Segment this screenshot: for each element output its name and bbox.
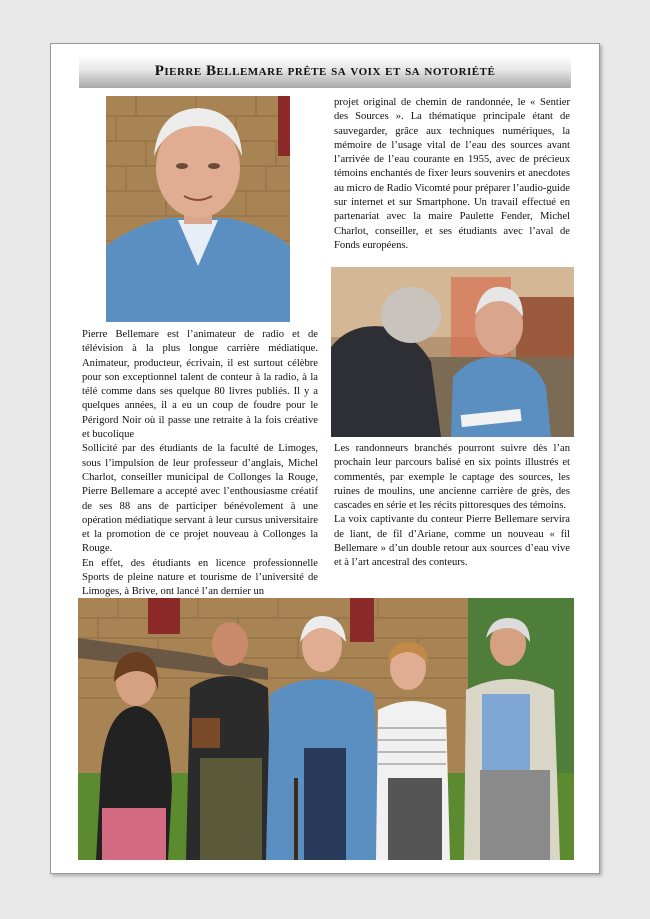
right-paragraph-1: projet original de chemin de randonnée, le « Sentier des Sources ». La thématique principale étant de sauvegarder, grâce aux techniques numériques, la mémoire de l’usage vital de l’eau des sources avant l’arrivée de l’eau courante en 1955, avec de précieux témoins enchantés de fixer leurs souvenirs et anecdotes au micro de Radio Vicomté pour préparer l’audio-guide sur internet et sur Smartphone. Un travail effectué en partenariat avec la maire Paulette Fender, Michel Charlot, conseiller, et ses étudiants avec l’aval de Fonds européens.	[334, 97, 570, 251]
group-photo	[78, 598, 574, 860]
right-text-column-bottom	[334, 442, 570, 571]
title-banner	[79, 56, 571, 88]
left-paragraph-2: Sollicité par des étudiants de la faculté de Limoges, sous l’impulsion de leur professeur d’anglais, Michel Charlot, conseiller municipal de Collonges la Rouge, Pierre Bellemare a accepté avec l’enthousiasme créatif de ses 88 ans de participer bénévolement à une opération médiatique servant à leur cursus universitaire et la promotion de ce projet nouveau à Collonges la Rouge.	[82, 443, 318, 555]
right-paragraph-3: La voix captivante du conteur Pierre Bellemare servira de liant, de fil d’Ariane, comme un nouveau « fil Bellemare » d’un double retour aux sources d’eau vive et à l’art ancestral des conteurs.	[334, 514, 570, 569]
page-title: Pierre Bellemare prête sa voix et sa notoriété	[154, 63, 496, 79]
document-page	[50, 43, 600, 874]
left-paragraph-3: En effet, des étudiants en licence professionnelle Sports de pleine nature et tourisme de l’université de Limoges, à Brive, ont lancé l’an dernier un	[82, 557, 318, 598]
portrait-photo	[106, 96, 290, 322]
right-text-column-top	[334, 96, 570, 253]
left-paragraph-1: Pierre Bellemare est l’animateur de radio et de télévision à la plus longue carrière médiatique. Animateur, producteur, écrivain, il est surtout célèbre pour son exceptionnel talent de conteur à la radio, à la télé comme dans ses quelque 80 livres publiés. Il y a quelques années, il a eu un coup de foudre pour le Périgord Noir où il passe une retraite à la fois créative et bucolique	[82, 329, 318, 441]
left-text-column	[82, 328, 318, 600]
right-paragraph-2: Les randonneurs branchés pourront suivre dès l’an prochain leur parcours balisé en six points illustrés et commentés, par exemple le captage des sources, les ruines de moulins, une ancienne carrière de grès, des cascades en série et les récits pittoresques des témoins.	[334, 443, 570, 512]
interview-photo	[331, 267, 574, 437]
